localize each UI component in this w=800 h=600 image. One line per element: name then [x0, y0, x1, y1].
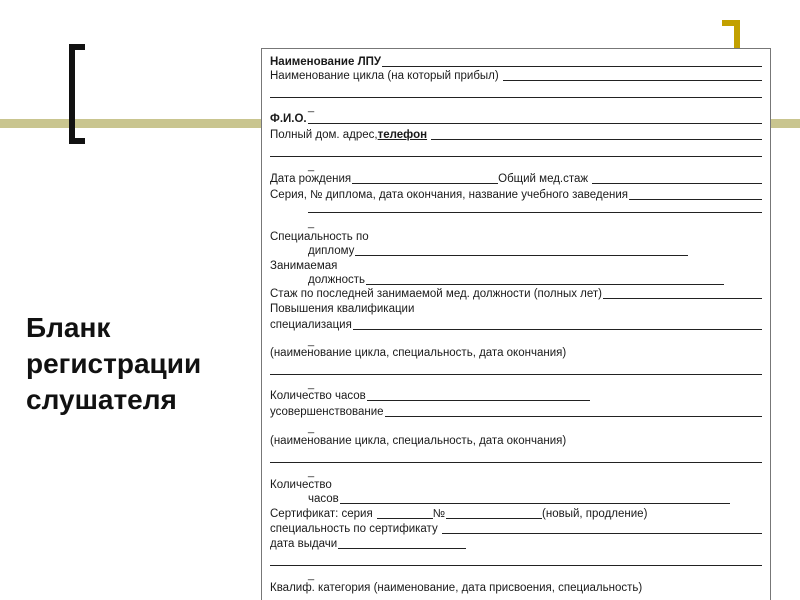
- label-stazh: Общий мед.стаж: [498, 173, 589, 185]
- dash-mark: _: [308, 101, 315, 113]
- field-hours-2[interactable]: [308, 492, 730, 506]
- cycle-note-2: [270, 434, 762, 448]
- blank-line[interactable]: [270, 462, 762, 463]
- title-line-1: Бланк: [26, 312, 111, 343]
- dash-mark: _: [308, 466, 315, 478]
- field-improvement[interactable]: [270, 405, 762, 419]
- label-cycle-note: (наименование цикла, специальность, дата окончания): [270, 435, 567, 447]
- label-specialty-cont: диплому: [308, 245, 355, 257]
- label-cert-specialty: специальность по сертификату: [270, 523, 438, 535]
- label-hours: Количество часов: [270, 390, 366, 402]
- blank-line[interactable]: [270, 97, 762, 98]
- field-address[interactable]: [270, 128, 762, 142]
- label-last-stazh: Стаж по последней занимаемой мед. должности (полных лет): [270, 288, 602, 300]
- field-cycle[interactable]: [270, 69, 762, 83]
- label-cert-series: Сертификат: серия: [270, 508, 373, 520]
- field-position[interactable]: [308, 273, 724, 287]
- field-birth-stazh[interactable]: [270, 172, 762, 186]
- field-qualification: [270, 302, 762, 316]
- cycle-note-1: [270, 346, 762, 360]
- label-position: Занимаемая: [270, 260, 338, 272]
- label-address: Полный дом. адрес,: [270, 129, 378, 141]
- field-specialization[interactable]: [270, 318, 762, 332]
- label-cert-number: №: [432, 508, 446, 520]
- dash-mark: _: [308, 217, 315, 229]
- label-position-cont: должность: [308, 274, 366, 286]
- field-cert-specialty[interactable]: [270, 522, 762, 536]
- title-line-2: регистрации: [26, 348, 202, 379]
- dash-mark: _: [308, 378, 315, 390]
- field-position-label: [270, 259, 762, 273]
- dash-mark: _: [308, 335, 315, 347]
- field-diploma[interactable]: [270, 188, 762, 202]
- dash-mark: _: [308, 569, 315, 581]
- label-specialization: специализация: [270, 319, 352, 331]
- label-diploma: Серия, № диплома, дата окончания, название учебного заведения: [270, 189, 629, 201]
- label-cycle: Наименование цикла (на который прибыл): [270, 70, 499, 82]
- field-lpu[interactable]: [270, 55, 762, 69]
- field-certificate[interactable]: [270, 507, 762, 521]
- label-category: Квалиф. категория (наименование, дата присвоения, специальность): [270, 582, 643, 594]
- registration-form: [261, 48, 771, 600]
- label-fio: Ф.И.О.: [270, 113, 307, 125]
- label-issue-date: дата выдачи: [270, 538, 338, 550]
- field-category: [270, 581, 762, 595]
- label-improvement: усовершенствование: [270, 406, 384, 418]
- title-line-3: слушателя: [26, 384, 177, 415]
- field-spec-diploma[interactable]: [308, 244, 688, 258]
- field-hours-2-label: [270, 478, 762, 492]
- label-cycle-note: (наименование цикла, специальность, дата окончания): [270, 347, 567, 359]
- label-qualification: Повышения квалификации: [270, 303, 415, 315]
- label-lpu: Наименование ЛПУ: [270, 56, 382, 68]
- label-specialty: Специальность по: [270, 231, 369, 243]
- blank-line[interactable]: [270, 565, 762, 566]
- label-birth: Дата рождения: [270, 173, 352, 185]
- blank-line[interactable]: [308, 212, 762, 213]
- label-hours-2: Количество: [270, 479, 332, 491]
- field-hours-1[interactable]: [270, 389, 590, 403]
- label-cert-type: (новый, продление): [542, 508, 648, 520]
- field-last-stazh[interactable]: [270, 287, 762, 301]
- blank-line[interactable]: [270, 156, 762, 157]
- dash-mark: _: [308, 160, 315, 172]
- left-bracket-decoration: [69, 44, 85, 144]
- dash-mark: _: [308, 422, 315, 434]
- field-fio[interactable]: [270, 112, 762, 126]
- label-phone: телефон: [377, 129, 428, 141]
- field-spec-label: [270, 230, 762, 244]
- slide-title: [26, 310, 256, 418]
- field-issue-date[interactable]: [270, 537, 466, 551]
- blank-line[interactable]: [270, 374, 762, 375]
- label-hours-2-cont: часов: [308, 493, 339, 505]
